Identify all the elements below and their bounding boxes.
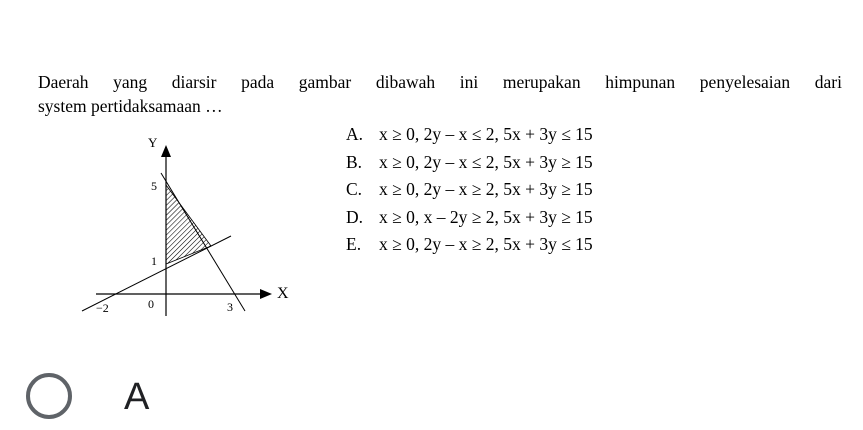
y-tick-5: 5 xyxy=(151,179,157,193)
option-letter: E. xyxy=(346,234,362,254)
option-text: x ≥ 0, 2y – x ≤ 2, 5x + 3y ≤ 15 xyxy=(379,124,593,144)
option-b xyxy=(346,149,593,177)
inequality-graph xyxy=(70,128,310,328)
question-line-1: Daerah yang diarsir pada gambar dibawah ini merupakan himpunan penyelesaian dari xyxy=(38,72,842,92)
option-d xyxy=(346,204,593,232)
answer-radio-button[interactable] xyxy=(26,373,72,419)
y-tick-1: 1 xyxy=(151,254,157,268)
option-c xyxy=(346,176,593,204)
y-axis-arrow xyxy=(161,145,171,157)
option-letter: C. xyxy=(346,179,363,199)
x-axis-label: X xyxy=(277,285,289,302)
question-text xyxy=(38,70,842,118)
shaded-region xyxy=(166,185,211,264)
option-text: x ≥ 0, x – 2y ≥ 2, 5x + 3y ≥ 15 xyxy=(379,206,593,227)
option-text: x ≥ 0, 2y – x ≥ 2, 5x + 3y ≥ 15 xyxy=(379,179,593,199)
option-letter: B. xyxy=(346,151,363,172)
question-line-2: system pertidaksamaan … xyxy=(38,96,223,116)
option-a xyxy=(346,121,593,149)
origin-label: 0 xyxy=(148,297,154,311)
answer-label[interactable]: A xyxy=(124,376,150,418)
option-text: x ≥ 0, 2y – x ≥ 2, 5x + 3y ≤ 15 xyxy=(379,234,593,254)
x-axis-arrow xyxy=(260,289,272,299)
answer-options xyxy=(346,121,593,259)
x-tick-3: 3 xyxy=(227,300,233,314)
x-tick-neg2: −2 xyxy=(96,301,109,315)
option-letter: D. xyxy=(346,206,364,227)
y-axis-label: Y xyxy=(148,135,158,150)
option-letter: A. xyxy=(346,124,364,144)
option-text: x ≥ 0, 2y – x ≤ 2, 5x + 3y ≥ 15 xyxy=(379,151,593,172)
option-e xyxy=(346,231,593,259)
line-2y-x-2 xyxy=(82,236,231,311)
